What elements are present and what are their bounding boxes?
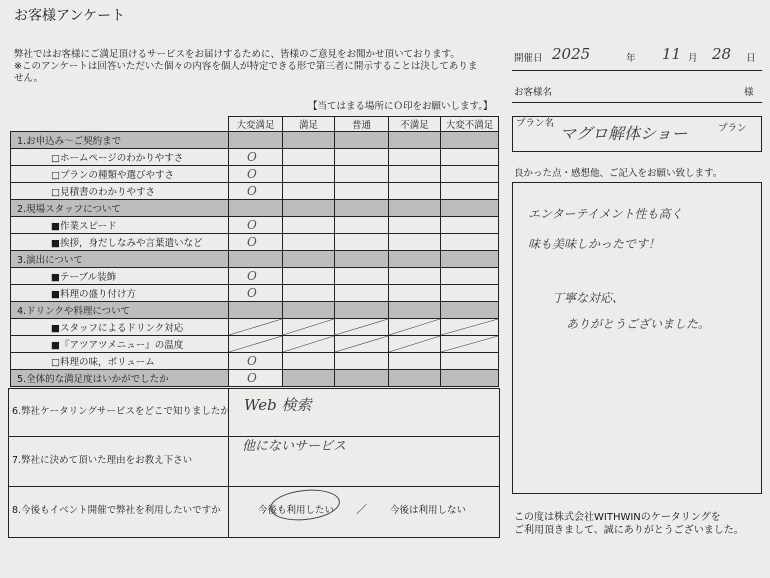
- customer-label: お客様名: [514, 87, 553, 98]
- section-row: [11, 200, 499, 217]
- strike-line: [335, 336, 388, 352]
- rating-cell[interactable]: [335, 234, 389, 251]
- month-unit: 月: [688, 53, 698, 64]
- rating-cell[interactable]: [441, 285, 499, 302]
- circle-mark: O: [247, 371, 257, 385]
- item-label: ■挨拶，身だしなみや言葉遣いなど: [11, 234, 229, 251]
- item-row: [11, 319, 499, 336]
- rating-cell[interactable]: [283, 234, 335, 251]
- item-row: [11, 166, 499, 183]
- rating-cell[interactable]: [283, 302, 335, 319]
- item-row: [11, 149, 499, 166]
- circle-mark: O: [247, 269, 257, 283]
- plan-value: マグロ解体ショー: [560, 124, 688, 143]
- q8-no: 今後は利用しない: [390, 505, 467, 516]
- rating-cell[interactable]: [335, 370, 389, 387]
- rating-cell[interactable]: [441, 234, 499, 251]
- strike-line: [335, 319, 388, 335]
- event-month: 11: [662, 45, 682, 63]
- item-label: □見積書のわかりやすさ: [11, 183, 229, 200]
- rating-cell[interactable]: [441, 166, 499, 183]
- rating-cell[interactable]: [389, 234, 441, 251]
- plan-suffix: プラン: [718, 123, 747, 134]
- rating-cell[interactable]: [389, 251, 441, 268]
- rating-cell[interactable]: [283, 183, 335, 200]
- rating-cell[interactable]: [335, 200, 389, 217]
- rating-cell[interactable]: [441, 353, 499, 370]
- item-row: [11, 268, 499, 285]
- rating-header: 満足: [283, 117, 335, 132]
- item-label: □プランの種類や選びやすさ: [11, 166, 229, 183]
- q8-label: 8.今後もイベント開催で弊社を利用したいですか: [12, 505, 221, 516]
- item-label: ■テーブル装飾: [11, 268, 229, 285]
- rating-cell[interactable]: [389, 166, 441, 183]
- rating-cell[interactable]: [229, 302, 283, 319]
- rating-cell[interactable]: [283, 132, 335, 149]
- rating-cell[interactable]: [389, 200, 441, 217]
- q8-separator: ／: [356, 503, 367, 516]
- customer-suffix: 様: [744, 87, 754, 98]
- circle-mark: O: [247, 235, 257, 249]
- comment-line-1: エンターテイメント性も高く: [528, 207, 683, 221]
- rating-cell[interactable]: [389, 217, 441, 234]
- circle-mark: O: [247, 218, 257, 232]
- rating-cell[interactable]: [229, 200, 283, 217]
- rating-cell[interactable]: [441, 200, 499, 217]
- rating-cell[interactable]: [441, 251, 499, 268]
- section-row: [11, 251, 499, 268]
- rating-cell[interactable]: [283, 370, 335, 387]
- circle-mark: O: [247, 184, 257, 198]
- item-label: ■料理の盛り付け方: [11, 285, 229, 302]
- rating-cell[interactable]: [283, 251, 335, 268]
- page-title: お客様アンケート: [14, 8, 126, 24]
- rating-cell[interactable]: [229, 166, 283, 183]
- day-unit: 日: [746, 53, 756, 64]
- strike-line: [441, 319, 498, 335]
- section-row: [11, 302, 499, 319]
- section-row: [11, 370, 499, 387]
- rating-header: 大変満足: [229, 117, 283, 132]
- circle-mark: O: [247, 354, 257, 368]
- circle-mark: O: [247, 286, 257, 300]
- rating-header: 大変不満足: [441, 117, 499, 132]
- event-year: 2025: [552, 45, 591, 63]
- rating-cell[interactable]: [441, 132, 499, 149]
- rating-cell[interactable]: [283, 336, 335, 353]
- strike-line: [389, 336, 440, 352]
- footer-line-1: この度は株式会社WITHWINのケータリングを: [514, 512, 721, 523]
- rating-cell[interactable]: [335, 268, 389, 285]
- q8-yes: 今後も利用したい: [258, 505, 335, 516]
- rating-cell[interactable]: [335, 183, 389, 200]
- event-date-label: 開催日: [514, 53, 543, 64]
- rating-cell[interactable]: [335, 285, 389, 302]
- item-row: [11, 234, 499, 251]
- rating-cell[interactable]: [283, 268, 335, 285]
- item-row: [11, 183, 499, 200]
- rating-cell[interactable]: [335, 336, 389, 353]
- item-row: [11, 336, 499, 353]
- rating-cell[interactable]: [335, 319, 389, 336]
- rating-table: [10, 116, 499, 387]
- rating-cell[interactable]: [441, 268, 499, 285]
- rating-cell[interactable]: [229, 251, 283, 268]
- rating-cell[interactable]: [335, 251, 389, 268]
- instruction: 【当てはまる場所にＯ印をお願いします。】: [308, 101, 493, 112]
- rating-cell[interactable]: [283, 200, 335, 217]
- rating-cell[interactable]: [229, 149, 283, 166]
- event-day: 28: [712, 45, 732, 63]
- section-title: 3.演出について: [11, 251, 229, 268]
- q6-answer: Web 検索: [244, 396, 312, 414]
- item-label: □料理の味，ボリューム: [11, 353, 229, 370]
- rating-cell[interactable]: [389, 268, 441, 285]
- rating-cell[interactable]: [389, 319, 441, 336]
- header-blank: [11, 117, 229, 132]
- rating-header: 普通: [335, 117, 389, 132]
- strike-line: [229, 319, 282, 335]
- q7-answer: 他にないサービス: [242, 439, 347, 454]
- intro-line-3: せん。: [14, 73, 44, 84]
- rating-cell[interactable]: [389, 132, 441, 149]
- rating-cell[interactable]: [335, 149, 389, 166]
- circle-mark: O: [247, 167, 257, 181]
- section-title: 4.ドリンクや料理について: [11, 302, 229, 319]
- rating-cell[interactable]: [229, 336, 283, 353]
- comments-box: [512, 182, 762, 494]
- strike-line: [283, 319, 334, 335]
- rating-cell[interactable]: [283, 319, 335, 336]
- rating-cell[interactable]: [229, 183, 283, 200]
- comment-line-3: 丁寧な対応、: [552, 291, 625, 305]
- rating-cell[interactable]: [441, 217, 499, 234]
- strike-line: [389, 319, 440, 335]
- rating-cell[interactable]: [335, 132, 389, 149]
- rating-cell[interactable]: [441, 336, 499, 353]
- rating-cell[interactable]: [389, 336, 441, 353]
- rating-cell[interactable]: [441, 319, 499, 336]
- footer-line-2: ご利用頂きまして、誠にありがとうございました。: [514, 525, 744, 536]
- item-label: ■『アツアツメニュー』の温度: [11, 336, 229, 353]
- section-title: 1.お申込み～ご契約まで: [11, 132, 229, 149]
- item-label: ■スタッフによるドリンク対応: [11, 319, 229, 336]
- rating-cell[interactable]: [229, 268, 283, 285]
- item-row: [11, 353, 499, 370]
- rating-cell[interactable]: [389, 302, 441, 319]
- item-row: [11, 285, 499, 302]
- rating-cell[interactable]: [229, 285, 283, 302]
- comment-line-4: ありがとうございました。: [566, 317, 711, 331]
- section-title: 5.全体的な満足度はいかがでしたか: [11, 370, 229, 387]
- rating-cell[interactable]: [229, 370, 283, 387]
- strike-line: [283, 336, 334, 352]
- q7-label: 7.弊社に決めて頂いた理由をお教え下さい: [12, 455, 193, 466]
- rating-cell[interactable]: [389, 149, 441, 166]
- rating-cell[interactable]: [283, 353, 335, 370]
- rating-header: 不満足: [389, 117, 441, 132]
- rating-cell[interactable]: [229, 132, 283, 149]
- section-title: 2.現場スタッフについて: [11, 200, 229, 217]
- rating-cell[interactable]: [441, 370, 499, 387]
- rating-cell[interactable]: [441, 149, 499, 166]
- rating-cell[interactable]: [441, 183, 499, 200]
- rating-cell[interactable]: [389, 353, 441, 370]
- item-label: □ホームページのわかりやすさ: [11, 149, 229, 166]
- plan-label: プラン名: [516, 118, 555, 129]
- rating-cell[interactable]: [389, 285, 441, 302]
- rating-cell[interactable]: [335, 353, 389, 370]
- rating-cell[interactable]: [283, 285, 335, 302]
- rating-cell[interactable]: [283, 166, 335, 183]
- circle-mark: O: [247, 150, 257, 164]
- comments-label: 良かった点・感想他、ご記入をお願い致します。: [514, 168, 723, 179]
- rating-cell[interactable]: [283, 149, 335, 166]
- comment-line-2: 味も美味しかったです！: [528, 237, 661, 251]
- rating-cell[interactable]: [229, 234, 283, 251]
- rating-header-row: [11, 117, 499, 132]
- year-unit: 年: [626, 53, 636, 64]
- rating-cell[interactable]: [335, 166, 389, 183]
- rating-cell[interactable]: [389, 183, 441, 200]
- intro-line-1: 弊社ではお客様にご満足頂けるサービスをお届けするために、皆様のご意見をお聞かせ頂いております。: [14, 49, 460, 60]
- strike-line: [441, 336, 498, 352]
- rating-cell[interactable]: [441, 302, 499, 319]
- rating-cell[interactable]: [229, 217, 283, 234]
- rating-cell[interactable]: [335, 302, 389, 319]
- rating-cell[interactable]: [229, 353, 283, 370]
- rating-cell[interactable]: [283, 217, 335, 234]
- rating-cell[interactable]: [335, 217, 389, 234]
- section-row: [11, 132, 499, 149]
- intro-line-2: ※このアンケートは回答いただいた個々の内容を個人が特定できる形で第三者に開示することは決してありま: [14, 61, 478, 72]
- item-row: [11, 217, 499, 234]
- strike-line: [229, 336, 282, 352]
- q6-label: 6.弊社ケータリングサービスをどこで知りましたか: [12, 406, 230, 417]
- item-label: ■作業スピード: [11, 217, 229, 234]
- rating-cell[interactable]: [389, 370, 441, 387]
- rating-cell[interactable]: [229, 319, 283, 336]
